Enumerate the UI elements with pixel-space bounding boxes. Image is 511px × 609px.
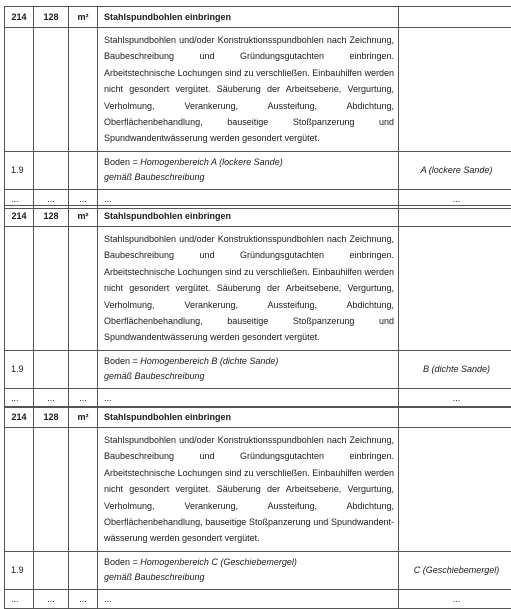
ellipsis: ... xyxy=(34,388,69,407)
position-title: Stahlspundbohlen einbringen xyxy=(98,407,399,428)
position-title: Stahlspundbohlen einbringen xyxy=(98,7,399,28)
criterion-value: Homogenbereich C (Geschiebemergel) xyxy=(140,557,297,567)
position-table-2 xyxy=(4,205,511,408)
ellipsis: ... xyxy=(5,388,34,407)
header-row xyxy=(5,206,511,227)
header-empty-cell xyxy=(399,7,511,28)
ellipsis: ... xyxy=(399,589,511,608)
position-table-3 xyxy=(4,406,511,609)
ellipsis: ... xyxy=(5,189,34,208)
header-row xyxy=(5,7,511,28)
position-description: Stahlspundbohlen und/oder Konstruktionsspundbohlen nach Zeichnung, Baubeschreibung und Gründungsgutachten einbringen. Arbeitstechnische Lochungen sind zu verschließen. Einbauhilfen werden nicht gesondert vergütet. Säuberung der Arbeitsebene, Vergurtung, Verholmung, Verankerung, Aussteifung, Abdichtung, Oberflächenbehandlung, bauseitige Stoßpanzerung und Spundwandent-wässerung werden gesondert vergütet. xyxy=(98,428,399,552)
criterion-value: Homogenbereich A (lockere Sande) xyxy=(140,157,282,167)
description-row xyxy=(5,28,511,152)
position-description: Stahlspundbohlen und/oder Konstruktionsspundbohlen nach Zeichnung, Baubeschreibung und Gründungsgutachten einbringen. Arbeitstechnische Lochungen sind zu verschließen. Einbauhilfen werden nicht gesondert vergütet. Säuberung der Arbeitsebene, Vergurtung, Verholmung, Verankerung, Aussteifung, Abdichtung, Oberflächenbehandlung, bauseitige Stoßpanzerung und Spundwandentwässerung werden gesondert vergütet. xyxy=(98,227,399,351)
criterion-reference: gemäß Baubeschreibung xyxy=(104,572,205,582)
header-row xyxy=(5,407,511,428)
criterion-number: 1.9 xyxy=(5,551,34,589)
criterion-text xyxy=(98,350,399,388)
ellipsis: ... xyxy=(69,589,98,608)
criterion-text xyxy=(98,151,399,189)
criterion-prefix: Boden = xyxy=(104,157,140,167)
criterion-reference: gemäß Baubeschreibung xyxy=(104,172,205,182)
position-number: 214 xyxy=(5,407,34,428)
ellipsis: ... xyxy=(399,189,511,208)
ellipsis: ... xyxy=(98,589,399,608)
criterion-text xyxy=(98,551,399,589)
criterion-prefix: Boden = xyxy=(104,557,140,567)
unit: m² xyxy=(69,7,98,28)
ellipsis: ... xyxy=(69,388,98,407)
description-row xyxy=(5,428,511,552)
quantity: 128 xyxy=(34,206,69,227)
unit: m² xyxy=(69,407,98,428)
ellipsis: ... xyxy=(34,589,69,608)
criterion-reference: gemäß Baubeschreibung xyxy=(104,371,205,381)
position-title: Stahlspundbohlen einbringen xyxy=(98,206,399,227)
ellipsis: ... xyxy=(34,189,69,208)
criterion-number: 1.9 xyxy=(5,350,34,388)
criterion-short: A (lockere Sande) xyxy=(399,151,511,189)
criterion-short: B (dichte Sande) xyxy=(399,350,511,388)
ellipsis: ... xyxy=(98,189,399,208)
header-empty-cell xyxy=(399,407,511,428)
criterion-row xyxy=(5,151,511,189)
header-empty-cell xyxy=(399,206,511,227)
quantity: 128 xyxy=(34,7,69,28)
position-description: Stahlspundbohlen und/oder Konstruktionsspundbohlen nach Zeichnung, Baubeschreibung und Gründungsgutachten einbringen. Arbeitstechnische Lochungen sind zu verschließen. Einbauhilfen werden nicht gesondert vergütet. Säuberung der Arbeitsebene, Vergurtung, Verholmung, Verankerung, Aussteifung, Abdichtung, Oberflächenbehandlung, bauseitige Stoßpanzerung und Spundwandentwässerung werden gesondert vergütet. xyxy=(98,28,399,152)
ellipsis: ... xyxy=(69,189,98,208)
position-table-1 xyxy=(4,6,511,209)
unit: m² xyxy=(69,206,98,227)
ellipsis: ... xyxy=(98,388,399,407)
ellipsis-row xyxy=(5,388,511,407)
criterion-row xyxy=(5,350,511,388)
position-number: 214 xyxy=(5,7,34,28)
ellipsis: ... xyxy=(5,589,34,608)
criterion-row xyxy=(5,551,511,589)
criterion-short: C (Geschiebemergel) xyxy=(399,551,511,589)
quantity: 128 xyxy=(34,407,69,428)
criterion-prefix: Boden = xyxy=(104,356,140,366)
ellipsis: ... xyxy=(399,388,511,407)
description-row xyxy=(5,227,511,351)
criterion-value: Homogenbereich B (dichte Sande) xyxy=(140,356,278,366)
criterion-number: 1.9 xyxy=(5,151,34,189)
position-number: 214 xyxy=(5,206,34,227)
